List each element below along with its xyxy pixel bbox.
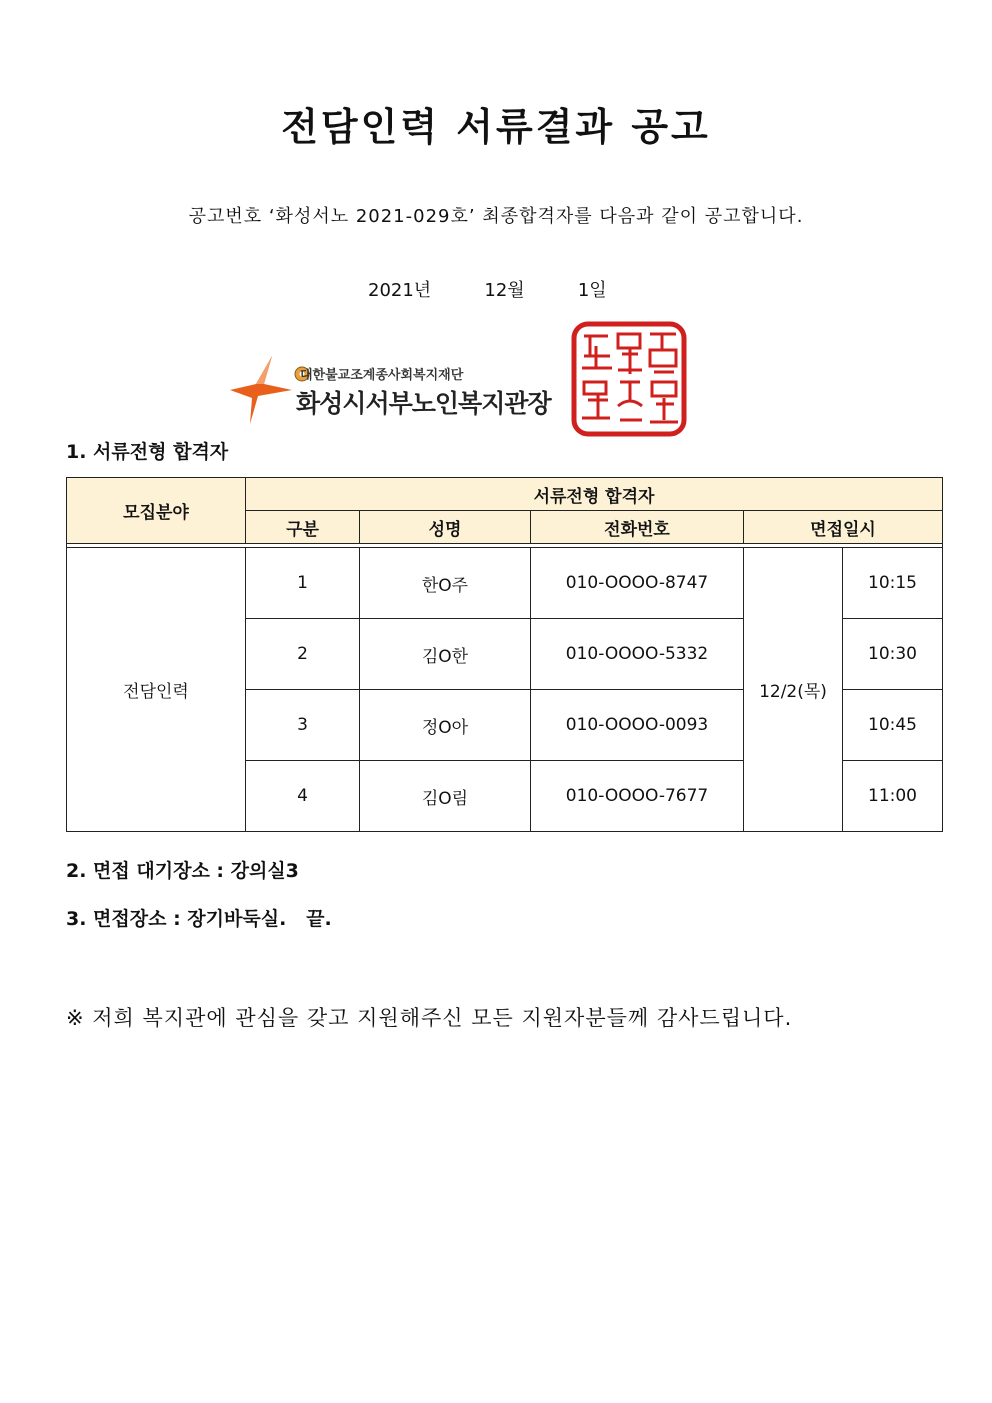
time-cell: 11:00 bbox=[843, 761, 943, 832]
interview-date-cell: 12/2(목) bbox=[744, 548, 843, 832]
results-table bbox=[66, 477, 943, 832]
phone-cell: 010-OOOO-5332 bbox=[531, 619, 744, 690]
phone-cell: 010-OOOO-8747 bbox=[531, 548, 744, 619]
section-1-heading: 1. 서류전형 합격자 bbox=[66, 441, 229, 463]
header-phone: 전화번호 bbox=[531, 511, 744, 544]
header-no: 구분 bbox=[246, 511, 360, 544]
announcement-date: 2021년 12월 1일 bbox=[368, 280, 607, 301]
no-cell: 4 bbox=[246, 761, 360, 832]
phone-cell: 010-OOOO-7677 bbox=[531, 761, 744, 832]
section-2-waiting-room: 2. 면접 대기장소 : 강의실3 bbox=[66, 860, 299, 882]
header-name: 성명 bbox=[360, 511, 531, 544]
time-cell: 10:15 bbox=[843, 548, 943, 619]
organization-name: 화성시서부노인복지관장 bbox=[296, 389, 551, 418]
time-cell: 10:30 bbox=[843, 619, 943, 690]
time-cell: 10:45 bbox=[843, 690, 943, 761]
notice-text: 공고번호 ‘화성서노 2021-029호’ 최종합격자를 다음과 같이 공고합니다. bbox=[188, 206, 804, 227]
section-3-interview-room: 3. 면접장소 : 장기바둑실. 끝. bbox=[66, 908, 332, 930]
name-cell: 김O한 bbox=[360, 619, 531, 690]
name-cell: 김O림 bbox=[360, 761, 531, 832]
header-interview: 면접일시 bbox=[744, 511, 943, 544]
no-cell: 1 bbox=[246, 548, 360, 619]
organization-logo bbox=[228, 350, 558, 430]
name-cell: 한O주 bbox=[360, 548, 531, 619]
no-cell: 3 bbox=[246, 690, 360, 761]
page-title: 전담인력 서류결과 공고 bbox=[281, 105, 711, 149]
star-logo-icon bbox=[228, 354, 294, 426]
foundation-name: 대한불교조계종사회복지재단 bbox=[300, 368, 464, 383]
header-field: 모집분야 bbox=[67, 478, 246, 544]
thanks-note: ※ 저희 복지관에 관심을 갖고 지원해주신 모든 지원자분들께 감사드립니다. bbox=[66, 1006, 793, 1030]
table-row bbox=[67, 548, 943, 619]
official-seal-stamp bbox=[570, 320, 688, 438]
no-cell: 2 bbox=[246, 619, 360, 690]
name-cell: 정O아 bbox=[360, 690, 531, 761]
header-group: 서류전형 합격자 bbox=[246, 478, 943, 511]
phone-cell: 010-OOOO-0093 bbox=[531, 690, 744, 761]
field-cell: 전담인력 bbox=[67, 548, 246, 832]
